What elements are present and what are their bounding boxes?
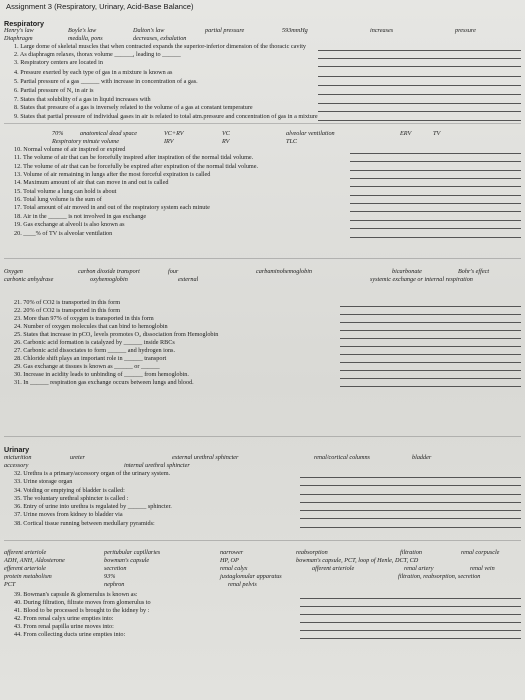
question-item: 15. Total volume a lung can hold is about (14, 188, 117, 195)
question-item: 19. Gas exchange at alveoli is also known as (14, 221, 125, 228)
word-bank-term: internal urethral sphincter (124, 462, 190, 469)
word-bank-term: RV (222, 138, 230, 145)
question-item: 18. Air in the ______ is not involved in gas exchange (14, 213, 147, 220)
word-bank-term: bowman's capsule, PCT, loop of Henle, DCT, CD (296, 557, 419, 564)
question-item: 23. More than 97% of oxygen is transported in this form (14, 315, 154, 322)
word-bank-term: medulla, pons (68, 35, 103, 42)
question-item: 4. Pressure exerted by each type of gas in a mixture is known as (14, 69, 173, 76)
word-bank-term: filtration, reabsorption, secretion (398, 573, 481, 580)
word-bank-term: PCT (4, 581, 16, 588)
question-item: 20. ____% of TV is alveolar ventilation (14, 230, 113, 237)
question-item: 17. Total amount of air moved in and out of the respiratory system each minute (14, 204, 210, 211)
word-bank-term: accessory (4, 462, 29, 469)
answer-line[interactable] (300, 518, 521, 519)
answer-line[interactable] (340, 378, 521, 379)
word-bank-term: Boyle's law (68, 27, 97, 34)
answer-line[interactable] (318, 76, 521, 77)
word-bank-term: increases (370, 27, 394, 34)
answer-line[interactable] (318, 103, 521, 104)
word-bank-term: bicarbonate (392, 268, 422, 275)
word-bank-term: oxyhemoglobin (90, 276, 128, 283)
word-bank-term: HP, OP (220, 557, 239, 564)
question-item: 10. Normal volume of air inspired or expired (14, 146, 126, 153)
question-item: 2. As diaphragm relaxes, thorax volume ______, leading to ______ (14, 51, 181, 58)
answer-line[interactable] (300, 622, 521, 623)
word-bank-term: afferent arteriole (4, 549, 47, 556)
question-item: 13. Volume of air remaining in lungs after the most forceful expiration is called (14, 171, 211, 178)
question-item: 44. From collecting ducts urine empties into: (14, 631, 126, 638)
word-bank-term: ADH, ANH, Aldosterone (4, 557, 65, 564)
word-bank-term: renal artery (404, 565, 434, 572)
word-bank-term: Diaphragm (4, 35, 33, 42)
answer-line[interactable] (340, 338, 521, 339)
answer-line[interactable] (300, 477, 521, 478)
question-item: 22. 20% of CO2 is transported in this form (14, 307, 121, 314)
word-bank-term: carbaminohemoglobin (256, 268, 313, 275)
question-item: 16. Total lung volume is the sum of (14, 196, 102, 203)
word-bank-term: secretion (104, 565, 127, 572)
word-bank-term: bowman's capsule (104, 557, 150, 564)
word-bank-term: 593mmHg (282, 27, 308, 34)
word-bank-term: carbon dioxide transport (78, 268, 140, 275)
word-bank-term: external (178, 276, 199, 283)
question-item: 36. Entry of urine into urethra is regulated by ______ sphincter. (14, 503, 172, 510)
word-bank-term: four (168, 268, 179, 275)
word-bank-term: efferent arteriole (4, 565, 46, 572)
assignment-header: Assignment 3 (Respiratory, Urinary, Acid-Base Balance) (6, 2, 194, 11)
section-title-resp: Respiratory (4, 19, 44, 28)
word-bank-term: Bohr's effect (458, 268, 490, 275)
word-bank-term: afferent arteriole (312, 565, 355, 572)
answer-line[interactable] (300, 614, 521, 615)
answer-line[interactable] (350, 153, 521, 154)
section-divider (4, 258, 521, 259)
word-bank-term: pressure (455, 27, 476, 34)
question-item: 42. From renal calyx urine empties into: (14, 615, 114, 622)
word-bank-term: 93% (104, 573, 116, 580)
question-item: 40. During filtration, filtrate moves from glomerulus to (14, 599, 151, 606)
question-item: 26. Carbonic acid formation is catalyzed by ______ inside RBCs (14, 339, 175, 346)
word-bank-term: ureter (70, 454, 85, 461)
question-item: 11. The volume of air that can be forcefully inspired after inspiration of the normal tidal volume. (14, 154, 254, 161)
answer-line[interactable] (350, 203, 521, 204)
word-bank-term: renal corpuscle (461, 549, 500, 556)
word-bank-term: nephron (104, 581, 125, 588)
answer-line[interactable] (300, 494, 521, 495)
question-item: 28. Chloride shift plays an important role in ______ transport (14, 355, 167, 362)
question-item: 9. States that partial pressure of individual gases in air is related to total atm.pressure and concentration of gas in a mixture (14, 113, 318, 120)
section-title-uri: Urinary (4, 445, 30, 454)
answer-line[interactable] (340, 322, 521, 323)
question-item: 39. Bowman's capsule & glomerulus is known as: (14, 591, 138, 598)
answer-line[interactable] (340, 306, 521, 307)
question-item: 24. Number of oxygen molecules that can bind to hemoglobin (14, 323, 168, 330)
answer-line[interactable] (350, 161, 521, 162)
answer-line[interactable] (350, 220, 521, 221)
question-item: 8. States that pressure of a gas is inversely related to the volume of a gas at constant temperature (14, 104, 253, 111)
word-bank-term: anatomical dead space (80, 130, 138, 137)
question-item: 30. Increase in acidity leads to unbinding of ______ from hemoglobin. (14, 371, 189, 378)
question-item: 35. The voluntary urethral sphincter is called : (14, 495, 129, 502)
answer-line[interactable] (318, 85, 521, 86)
question-item: 1. Large dome of skeletal muscles that when contracted expands the superior-inferior dimension of the thoracic cavity (14, 43, 307, 50)
word-bank-term: renal calyx (220, 565, 248, 572)
question-item: 5. Partial pressure of a gas ______ with increase in concentration of a gas. (14, 78, 198, 85)
answer-line[interactable] (340, 346, 521, 347)
answer-line[interactable] (318, 111, 521, 112)
answer-line[interactable] (300, 630, 521, 631)
answer-line[interactable] (350, 178, 521, 179)
answer-line[interactable] (300, 485, 521, 486)
question-item: 7. States that solubility of a gas in liquid increases with (14, 96, 151, 103)
word-bank-term: external urethral sphincter (172, 454, 239, 461)
question-item: 43. From renal papilla urine moves into: (14, 623, 114, 630)
answer-line[interactable] (318, 94, 521, 95)
question-item: 32. Urethra is a primary/accessory organ of the urinary system. (14, 470, 171, 477)
word-bank-term: renal pelvis (228, 581, 257, 588)
answer-line[interactable] (300, 638, 521, 639)
answer-line[interactable] (340, 354, 521, 355)
word-bank-term: juxtaglomular apparatus (220, 573, 282, 580)
word-bank-term: VC+RV (164, 130, 184, 137)
question-item: 38. Cortical tissue running between medullary pyramids: (14, 520, 155, 527)
question-item: 34. Voiding or emptying of bladder is called: (14, 487, 125, 494)
question-item: 6. Partial pressure of N₂ in air is (14, 87, 94, 94)
word-bank-term: IRV (164, 138, 174, 145)
word-bank-term: filtration (400, 549, 423, 556)
answer-line[interactable] (350, 237, 521, 238)
word-bank-term: Dalton's law (133, 27, 165, 34)
answer-line[interactable] (300, 510, 521, 511)
word-bank-term: 70% (52, 130, 64, 137)
answer-line[interactable] (300, 502, 521, 503)
answer-line[interactable] (318, 66, 521, 67)
word-bank-term: VC (222, 130, 230, 137)
question-item: 33. Urine storage organ (14, 478, 73, 485)
question-item: 27. Carbonic acid dissociates to form ______ and hydrogen ions. (14, 347, 176, 354)
answer-line[interactable] (318, 58, 521, 59)
answer-line[interactable] (318, 50, 521, 51)
section-divider (4, 123, 521, 124)
answer-line[interactable] (350, 170, 521, 171)
word-bank-term: Oxygen (4, 268, 23, 275)
question-item: 21. 70% of CO2 is transported in this form (14, 299, 121, 306)
word-bank-term: ERV (400, 130, 412, 137)
answer-line[interactable] (340, 362, 521, 363)
word-bank-term: narrower (220, 549, 244, 556)
word-bank-term: reabsorption (296, 549, 328, 556)
word-bank-term: protein metabolism (4, 573, 52, 580)
word-bank-term: renal/cortical columns (314, 454, 370, 461)
answer-line[interactable] (300, 598, 521, 599)
answer-line[interactable] (350, 211, 521, 212)
answer-line[interactable] (340, 370, 521, 371)
question-item: 12. The volume of air that can be forcefully be expired after expiration of the normal tidal volume. (14, 163, 259, 170)
question-item: 25. States that increase in pCO₂ levels promotes O₂ dissociation from Hemoglobin (14, 331, 219, 338)
word-bank-term: alveolar ventilation (286, 130, 335, 137)
word-bank-term: Henry's law (4, 27, 34, 34)
question-item: 31. In ______ respiration gas exchange occurs between lungs and blood. (14, 379, 194, 386)
answer-line[interactable] (350, 195, 521, 196)
question-item: 3. Respiratory centers are located in (14, 59, 103, 66)
word-bank-term: carbonic anhydrase (4, 276, 54, 283)
section-divider (4, 436, 521, 437)
answer-line[interactable] (340, 330, 521, 331)
answer-line[interactable] (300, 527, 521, 528)
answer-line[interactable] (300, 606, 521, 607)
section-divider (4, 540, 521, 541)
answer-line[interactable] (318, 120, 521, 121)
question-item: 14. Maximum amount of air that can move in and out is called (14, 179, 169, 186)
answer-line[interactable] (350, 186, 521, 187)
question-item: 29. Gas exchange at tissues is known as ______ or ______ (14, 363, 160, 370)
word-bank-term: decreases, exhalation (133, 35, 187, 42)
word-bank-term: TLC (286, 138, 298, 145)
word-bank-term: Respiratory minute volume (52, 138, 120, 145)
word-bank-term: bladder (412, 454, 432, 461)
answer-line[interactable] (340, 314, 521, 315)
word-bank-term: partial pressure (205, 27, 245, 34)
word-bank-term: peritubular capillaries (104, 549, 161, 556)
word-bank-term: renal vein (470, 565, 495, 572)
question-item: 41. Blood to be processed is brought to the kidney by : (14, 607, 150, 614)
word-bank-term: systemic exchange or internal respiration (370, 276, 473, 283)
answer-line[interactable] (340, 386, 521, 387)
word-bank-term: TV (433, 130, 441, 137)
question-item: 37. Urine moves from kidney to bladder via (14, 511, 123, 518)
word-bank-term: micturition (4, 454, 32, 461)
answer-line[interactable] (350, 228, 521, 229)
